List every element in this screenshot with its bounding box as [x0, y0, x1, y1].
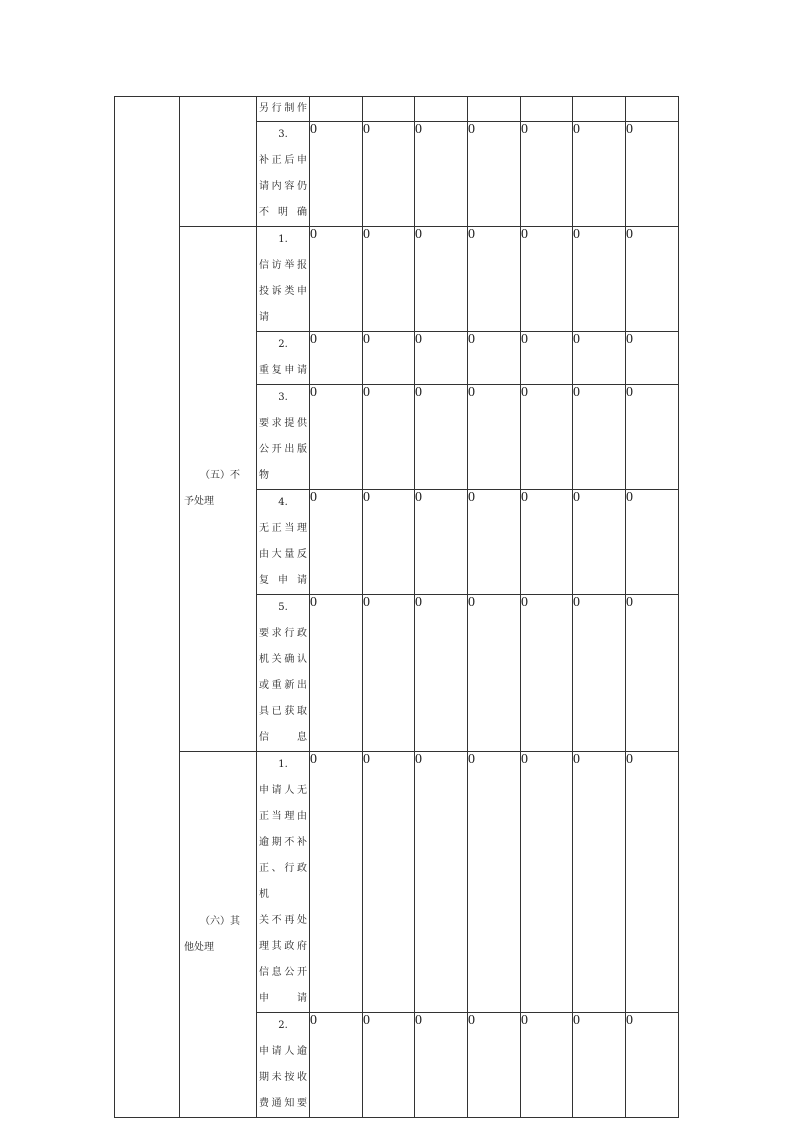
value-cell: 0 [363, 332, 415, 385]
item-label-line: 另行制作 [259, 103, 307, 114]
value-cell: 0 [521, 490, 573, 595]
value-cell: 0 [310, 1013, 363, 1118]
item-label-line: 申请人逾 [259, 1046, 307, 1057]
item-label-cell [257, 97, 310, 122]
value-cell: 0 [310, 490, 363, 595]
value-cell: 0 [521, 1013, 573, 1118]
table-row [115, 752, 679, 1013]
value-cell: 0 [363, 595, 415, 752]
value-cell: 0 [521, 595, 573, 752]
item-label-line: 无正当理 [259, 523, 307, 534]
value-cell: 0 [310, 122, 363, 227]
value-cell: 0 [626, 332, 679, 385]
item-label-line: 机关确认 [259, 654, 307, 665]
table-row [115, 97, 679, 122]
value-cell: 0 [415, 385, 468, 490]
item-label-line: 由大量反 [259, 549, 307, 560]
value-cell: 0 [363, 1013, 415, 1118]
item-label-line: 关不再处 [259, 915, 307, 926]
item-label-line: 期未按收 [259, 1072, 307, 1083]
value-cell: 0 [573, 332, 626, 385]
value-cell: 0 [573, 595, 626, 752]
statistics-table [114, 96, 679, 1118]
group-cell-g5 [180, 227, 257, 752]
item-label-line: 补正后申 [259, 155, 307, 166]
value-cell: 0 [468, 490, 521, 595]
value-cell: 0 [573, 752, 626, 1013]
value-cell [468, 97, 521, 122]
outer-category-cell [115, 97, 180, 1118]
item-label-line: 请 [259, 312, 269, 323]
value-cell: 0 [626, 227, 679, 332]
value-cell: 0 [573, 490, 626, 595]
value-cell: 0 [468, 752, 521, 1013]
group-cell-continued [180, 97, 257, 227]
item-label-line: 要求行政 [259, 628, 307, 639]
item-label-line: 2. [278, 339, 288, 350]
item-label-line: 重复申请 [259, 365, 307, 376]
value-cell: 0 [363, 385, 415, 490]
group-cell-g6 [180, 752, 257, 1118]
value-cell: 0 [415, 490, 468, 595]
item-label-line: 逾期不补 [259, 837, 307, 848]
value-cell: 0 [363, 490, 415, 595]
value-cell: 0 [468, 332, 521, 385]
value-cell: 0 [363, 122, 415, 227]
value-cell: 0 [468, 122, 521, 227]
value-cell: 0 [573, 122, 626, 227]
value-cell: 0 [363, 227, 415, 332]
item-label-cell [257, 385, 310, 490]
value-cell: 0 [521, 122, 573, 227]
value-cell [363, 97, 415, 122]
value-cell: 0 [521, 752, 573, 1013]
value-cell: 0 [415, 595, 468, 752]
value-cell [521, 97, 573, 122]
item-label-cell [257, 332, 310, 385]
value-cell: 0 [521, 332, 573, 385]
item-label-line: 信息公开 [259, 967, 307, 978]
item-label-line: 信息 [259, 732, 307, 743]
value-cell: 0 [468, 385, 521, 490]
value-cell [626, 97, 679, 122]
value-cell: 0 [626, 490, 679, 595]
item-label-line: 正、行政机 [259, 863, 307, 900]
value-cell: 0 [310, 385, 363, 490]
value-cell: 0 [573, 227, 626, 332]
item-label-line: 投诉类申 [259, 286, 307, 297]
value-cell: 0 [626, 595, 679, 752]
table-row [115, 227, 679, 332]
value-cell: 0 [626, 752, 679, 1013]
item-label-line: 公开出版 [259, 444, 307, 455]
item-label-line: 不明确 [259, 207, 307, 218]
item-label-line: 2. [278, 1020, 288, 1031]
item-label-line: 1. [278, 234, 288, 245]
value-cell: 0 [573, 385, 626, 490]
value-cell: 0 [626, 385, 679, 490]
item-label-line: 5. [278, 602, 288, 613]
value-cell: 0 [626, 122, 679, 227]
item-label-line: 理其政府 [259, 941, 307, 952]
value-cell: 0 [415, 1013, 468, 1118]
item-label-line: 具已获取 [259, 706, 307, 717]
value-cell: 0 [363, 752, 415, 1013]
item-label-line: 3. [278, 392, 288, 403]
value-cell: 0 [626, 1013, 679, 1118]
value-cell: 0 [468, 227, 521, 332]
item-label-line: 申请 [259, 993, 307, 1004]
value-cell [415, 97, 468, 122]
group-label-line1: （六）其 [200, 915, 240, 927]
item-label-line: 要求提供 [259, 418, 307, 429]
value-cell [310, 97, 363, 122]
item-label-line: 请内容仍 [259, 181, 307, 192]
item-label-cell [257, 752, 310, 1013]
value-cell: 0 [310, 227, 363, 332]
group-label-line2: 予处理 [184, 496, 214, 507]
value-cell: 0 [310, 752, 363, 1013]
item-label-cell [257, 227, 310, 332]
item-label-cell [257, 1013, 310, 1118]
value-cell: 0 [415, 332, 468, 385]
value-cell [573, 97, 626, 122]
item-label-line: 申请人无 [259, 785, 307, 796]
value-cell: 0 [310, 332, 363, 385]
value-cell: 0 [521, 385, 573, 490]
item-label-line: 正当理由 [259, 811, 307, 822]
item-label-line: 费通知要 [259, 1098, 307, 1109]
item-label-line: 信访举报 [259, 260, 307, 271]
value-cell: 0 [415, 752, 468, 1013]
item-label-line: 3. [278, 129, 288, 140]
item-label-line: 1. [278, 759, 288, 770]
value-cell: 0 [468, 595, 521, 752]
value-cell: 0 [573, 1013, 626, 1118]
item-label-line: 物 [259, 470, 269, 481]
value-cell: 0 [521, 227, 573, 332]
value-cell: 0 [415, 122, 468, 227]
item-label-line: 复申请 [259, 575, 307, 586]
item-label-cell [257, 490, 310, 595]
item-label-cell [257, 122, 310, 227]
value-cell: 0 [468, 1013, 521, 1118]
value-cell: 0 [310, 595, 363, 752]
item-label-line: 或重新出 [259, 680, 307, 691]
group-label-line2: 他处理 [184, 941, 214, 953]
item-label-line: 4. [278, 497, 288, 508]
group-label-line1: （五）不 [200, 470, 240, 481]
item-label-cell [257, 595, 310, 752]
value-cell: 0 [415, 227, 468, 332]
